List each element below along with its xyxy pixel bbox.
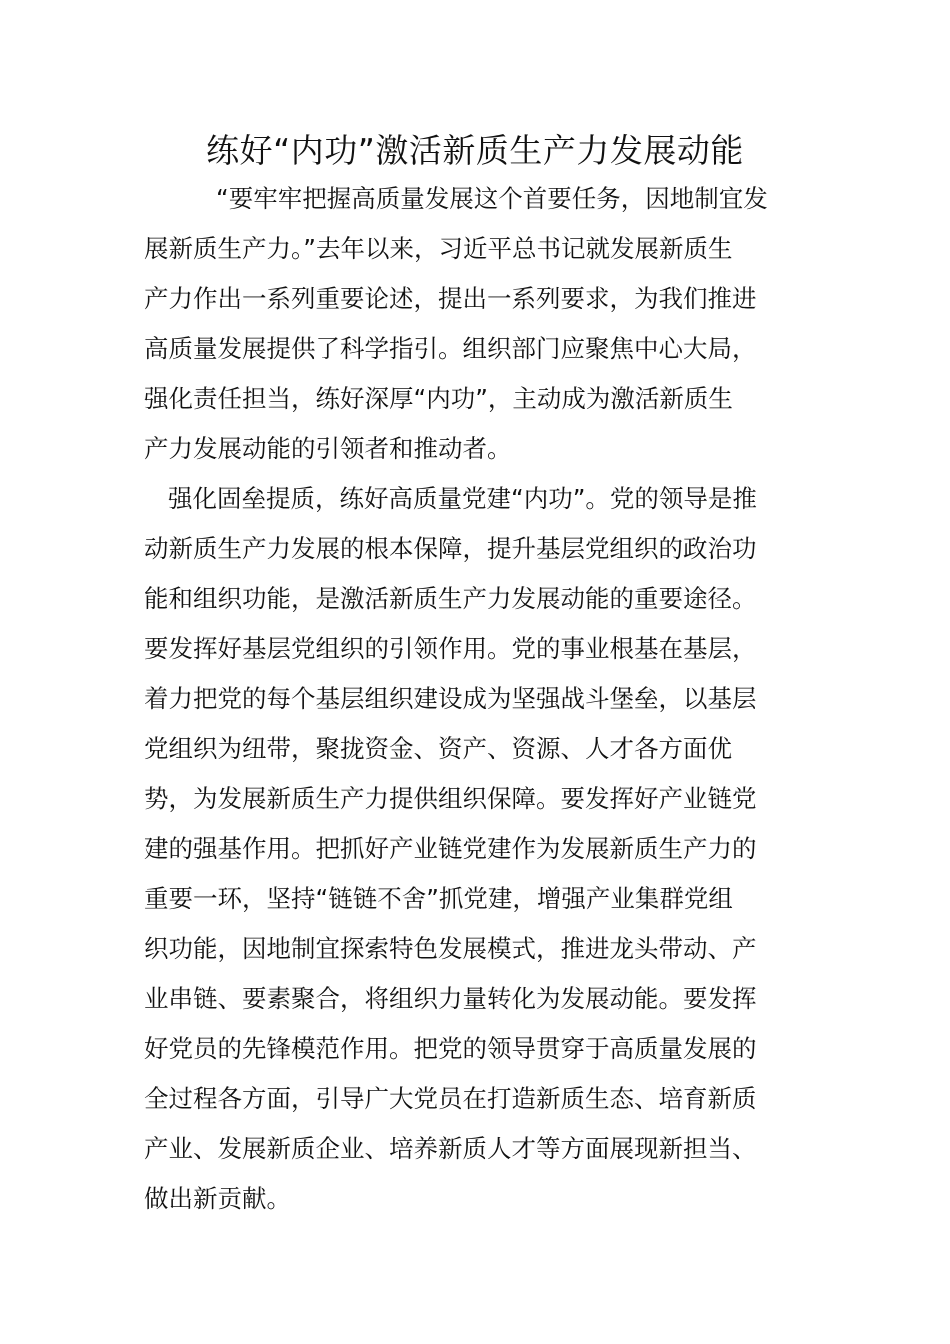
body-line: 强化责任担当，练好深厚“内功”，主动成为激活新质生 <box>144 384 733 413</box>
body-line: 全过程各方面，引导广大党员在打造新质生态、培育新质 <box>144 1084 757 1113</box>
body-line: 业串链、要素聚合，将组织力量转化为发展动能。要发挥 <box>144 984 757 1013</box>
body-line: 强化固垒提质，练好高质量党建“内功”。党的领导是推 <box>168 484 757 513</box>
body-line: 党组织为纽带，聚拢资金、资产、资源、人才各方面优 <box>144 734 732 763</box>
body-line: 产力作出一系列重要论述，提出一系列要求，为我们推进 <box>144 284 757 313</box>
document-body <box>144 174 814 1224</box>
body-line: 势，为发展新质生产力提供组织保障。要发挥好产业链党 <box>144 784 757 813</box>
body-line: 着力把党的每个基层组织建设成为坚强战斗堡垒，以基层 <box>144 684 757 713</box>
body-line: 产业、发展新质企业、培养新质人才等方面展现新担当、 <box>144 1134 757 1163</box>
body-line: 产力发展动能的引领者和推动者。 <box>144 434 512 463</box>
body-line: 高质量发展提供了科学指引。组织部门应聚焦中心大局， <box>144 334 757 363</box>
body-line: 展新质生产力。”去年以来，习近平总书记就发展新质生 <box>144 234 733 263</box>
body-line: 能和组织功能，是激活新质生产力发展动能的重要途径。 <box>144 584 757 613</box>
body-line: 做出新贡献。 <box>144 1184 291 1213</box>
body-line: “要牢牢把握高质量发展这个首要任务，因地制宜发 <box>216 184 768 213</box>
body-line: 要发挥好基层党组织的引领作用。党的事业根基在基层， <box>144 634 757 663</box>
document-title: 练好“内功”激活新质生产力发展动能 <box>206 131 744 170</box>
body-line: 重要一环，坚持“链链不舍”抓党建，增强产业集群党组 <box>144 884 733 913</box>
body-line: 好党员的先锋模范作用。把党的领导贯穿于高质量发展的 <box>144 1034 757 1063</box>
body-line: 建的强基作用。把抓好产业链党建作为发展新质生产力的 <box>144 834 757 863</box>
body-line: 织功能，因地制宜探索特色发展模式，推进龙头带动、产 <box>144 934 757 963</box>
body-line: 动新质生产力发展的根本保障，提升基层党组织的政治功 <box>144 534 757 563</box>
